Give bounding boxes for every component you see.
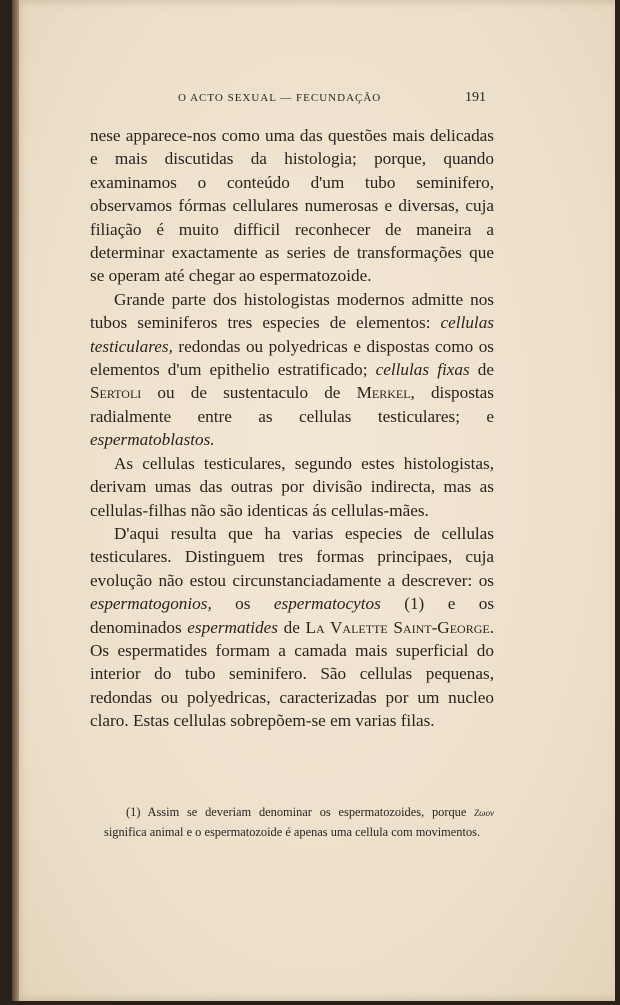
paragraph-4	[90, 522, 494, 733]
term-cellulas-testiculares: cellulas testiculares,	[90, 313, 494, 356]
paragraph-2	[90, 288, 494, 452]
p4-text-i: . Os espermatides formam a camada mais superficial do interior do tubo seminifero. São cellulas pequenas, redondas ou polyedricas, caracterizadas por um nucleo claro. Estas cellulas sobrepõem-se em varias filas.	[90, 617, 495, 731]
p2-text-e: de	[477, 360, 494, 380]
body-text	[90, 124, 494, 733]
p2-text-i: , dispostas radialmente entre as cellulas testiculares; e	[90, 383, 494, 426]
name-sertoli: Sertoli	[90, 383, 142, 403]
term-cellulas-fixas: cellulas fixas	[375, 360, 470, 380]
p2-text-a: Grande parte dos histologistas modernos admitte nos tubos seminiferos tres especies de elementos:	[90, 289, 494, 333]
footnote-text-b: significa animal e o espermatozoide é apenas uma cellula com movimentos.	[104, 825, 481, 839]
term-espermatoblastos: espermatoblastos.	[90, 430, 215, 450]
page-number: 191	[465, 90, 486, 105]
paragraph-3: As cellulas testiculares, segundo estes histologistas, derivam umas das outras por divisão indirecta, mas as cellulas-filhas não são identicas ás cellulas-mães.	[90, 453, 494, 520]
footnote-greek-word: Ζωον	[474, 808, 494, 818]
p4-text-e: (1) e os denominados	[90, 594, 495, 637]
name-merkel: Merkel	[356, 383, 411, 403]
footnote	[104, 803, 494, 842]
running-title: O ACTO SEXUAL — FECUNDAÇÃO	[178, 92, 382, 104]
term-espermatocytos: espermatocytos	[273, 594, 381, 614]
p2-text-c: redondas ou polyedricas e dispostas como os elementos d'um epithelio estratificado;	[90, 336, 494, 380]
name-la-valette-saint-george: La Valette Saint-George	[305, 617, 490, 637]
term-espermatides: espermatides	[187, 617, 278, 637]
footnote-text-a: (1) Assim se deveriam denominar os espermatozoides, porque	[126, 805, 467, 819]
p4-text-g: de	[283, 617, 300, 637]
p4-text-c: os	[235, 594, 251, 614]
p2-text-g: ou de sustentaculo de	[157, 383, 341, 403]
book-gutter	[12, 0, 19, 1001]
paragraph-1: nese apparece-nos como uma das questões mais delicadas e mais discutidas da histologia; porque, quando examinamos o conteúdo d'um tubo seminifero, observamos fórmas cellulares numerosas e diversas, cuja filiação é muito difficil reconhecer de maneira a determinar exactamente as series de transformações que se operam até chegar ao espermatozoide.	[90, 126, 494, 286]
book-page	[12, 0, 615, 1001]
term-espermatogonios: espermatogonios,	[90, 594, 212, 614]
p4-text-a: D'aqui resulta que ha varias especies de cellulas testiculares. Distinguem tres formas principaes, cuja evolução não estou circunstanciadamente a descrever: os	[90, 523, 494, 590]
